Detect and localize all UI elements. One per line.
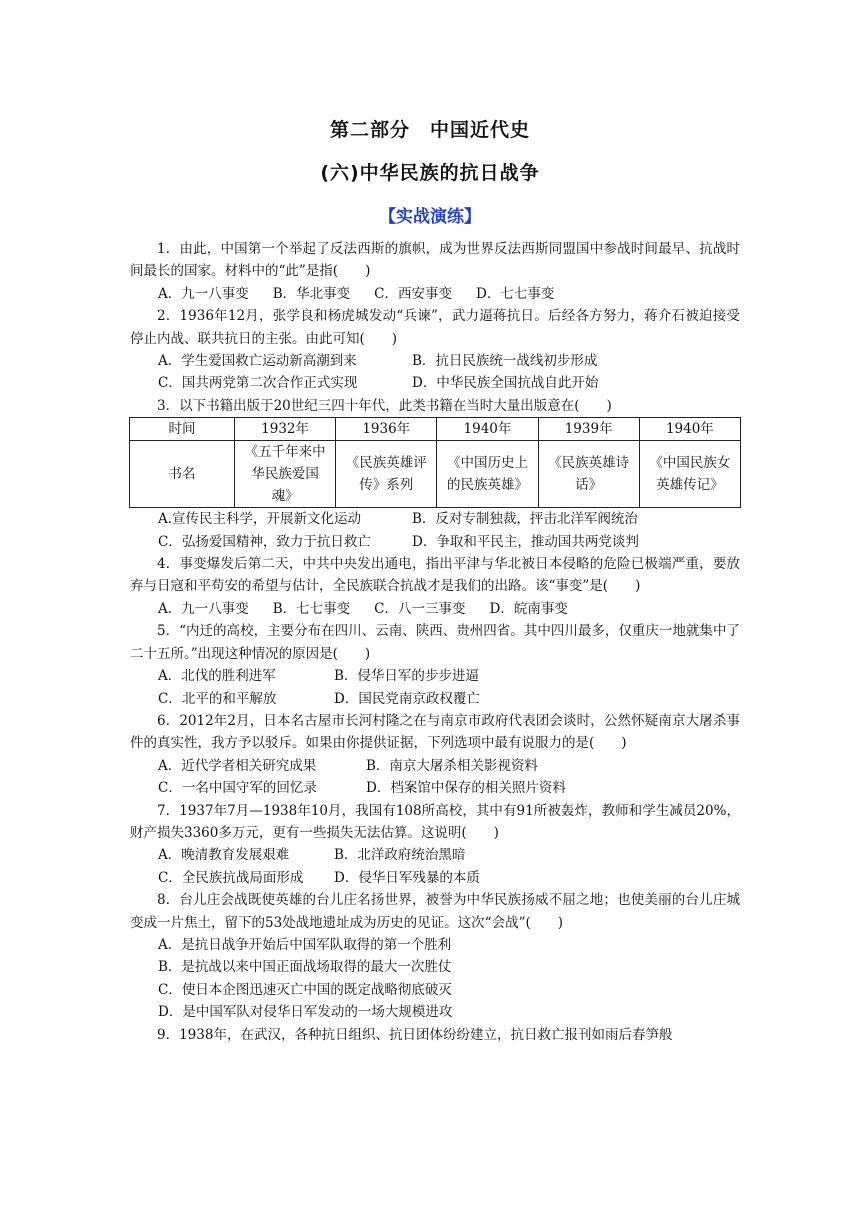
option: A．九一八事变 xyxy=(158,600,249,617)
question-3-options-row1 xyxy=(130,508,740,530)
question-5-stem: 5．“内迁的高校，主要分布在四川、云南、陕西、贵州四省。其中四川最多，仅重庆一地就集中了二十五所。”出现这种情况的原因是( ) xyxy=(130,623,740,662)
option: B．华北事变 xyxy=(272,285,351,302)
table-row xyxy=(130,418,741,441)
question-3-stem: 3．以下书籍出版于20世纪三四十年代，此类书籍在当时大量出版意在( ) xyxy=(157,397,612,414)
option: D．七七事变 xyxy=(476,285,555,302)
table-cell-book xyxy=(538,441,639,508)
question-2-options-row2 xyxy=(130,372,740,394)
question-1-stem: 1．由此，中国第一个举起了反法西斯的旗帜，成为世界反法西斯同盟国中参战时间最早、抗战时间最长的国家。材料中的“此”是指( ) xyxy=(130,241,740,280)
question-7-stem: 7．1937年7月—1938年10月，我国有108所高校，其中有91所被轰炸，教师和学生减员20%，财产损失3360多万元，更有一些损失无法估算。这说明( ) xyxy=(130,802,740,841)
option: C．西安事变 xyxy=(374,285,453,302)
option: B．反对专制独裁，抨击北洋军阀统治 xyxy=(412,511,638,528)
option: B．七七事变 xyxy=(272,600,351,617)
table-cell-year: 1939年 xyxy=(538,418,639,441)
table-cell-year: 1936年 xyxy=(336,418,437,441)
option: A．北伐的胜利进军 xyxy=(158,668,276,685)
table-cell-year: 1940年 xyxy=(437,418,538,441)
option: A．九一八事变 xyxy=(158,285,249,302)
option: C．北平的和平解放 xyxy=(158,690,277,707)
table-cell-year: 1932年 xyxy=(235,418,336,441)
option: B．抗日民族统一战线初步形成 xyxy=(412,353,598,370)
book-title: 《五千年来中华民族爱国魂》 xyxy=(244,444,326,505)
table-cell-book xyxy=(437,441,538,508)
question-8-stem: 8．台儿庄会战既使英雄的台儿庄名扬世界，被誉为中华民族扬威不屈之地；也使美丽的台儿庄城变成一片焦土，留下的53处战地遗址成为历史的见证。这次“会战”( ) xyxy=(130,892,740,931)
table-header-title: 书名 xyxy=(130,441,235,508)
question-3-options-row2 xyxy=(130,531,740,553)
table-header-time: 时间 xyxy=(130,418,235,441)
question-1-options xyxy=(130,283,740,305)
question-5-options-row2 xyxy=(130,688,740,710)
option: D．皖南事变 xyxy=(489,600,568,617)
book-title: 《民族英雄诗话》 xyxy=(548,455,630,494)
option: A．晚清教育发展艰难 xyxy=(158,847,290,864)
option: C．弘扬爱国精神，致力于抗日救亡 xyxy=(158,533,371,550)
option: A.宣传民主科学，开展新文化运动 xyxy=(158,511,362,528)
option: D．中华民族全国抗战自此开始 xyxy=(412,375,599,392)
question-4-stem: 4．事变爆发后第二天，中共中央发出通电，指出平津与华北被日本侵略的危险已极端严重，要放弃与日寇和平苟安的希望与估计，全民族联合抗战才是我们的出路。该“事变”是( ) xyxy=(130,556,740,595)
question-7-options-row2 xyxy=(130,867,740,889)
part-title: 第二部分 中国近代史 xyxy=(329,119,530,141)
option: D．是中国军队对侵华日军发动的一场大规模进攻 xyxy=(158,1004,453,1021)
option: B．南京大屠杀相关影视资料 xyxy=(366,757,538,774)
option: D．侵华日军残暴的本质 xyxy=(334,869,480,886)
table-cell-book xyxy=(639,441,740,508)
question-6-options-row2 xyxy=(130,777,740,799)
book-title: 《中国历史上的民族英雄》 xyxy=(446,455,528,494)
option: D．档案馆中保存的相关照片资料 xyxy=(366,780,566,797)
section-title: 【实战演练】 xyxy=(379,207,481,227)
option: C．一名中国守军的回忆录 xyxy=(158,780,317,797)
table-row xyxy=(130,441,741,508)
table-cell-book xyxy=(235,441,336,508)
option: A．近代学者相关研究成果 xyxy=(158,757,317,774)
option: D．争取和平民主，推动国共两党谈判 xyxy=(412,533,639,550)
question-list xyxy=(130,238,740,1046)
question-9-stem: 9．1938年，在武汉，各种抗日组织、抗日团体纷纷建立，抗日救亡报刊如雨后春笋般 xyxy=(157,1026,673,1043)
question-5-options-row1 xyxy=(130,665,740,687)
question-2-options-row1 xyxy=(130,350,740,372)
question-7-options-row1 xyxy=(130,844,740,866)
question-4-options xyxy=(130,598,740,620)
option: B．侵华日军的步步进逼 xyxy=(334,668,479,685)
option: D．国民党南京政权覆亡 xyxy=(334,690,480,707)
question-6-options-row1 xyxy=(130,755,740,777)
option: C．使日本企图迅速灭亡中国的既定战略彻底破灭 xyxy=(158,981,452,998)
book-title: 《中国民族女英雄传记》 xyxy=(649,455,731,494)
option: B．北洋政府统治黑暗 xyxy=(334,847,466,864)
option: A．学生爱国救亡运动新高潮到来 xyxy=(158,353,357,370)
table-cell-book xyxy=(336,441,437,508)
option: A．是抗日战争开始后中国军队取得的第一个胜利 xyxy=(158,936,452,953)
book-title: 《民族英雄评传》系列 xyxy=(345,455,427,494)
chapter-title: (六)中华民族的抗日战争 xyxy=(320,162,540,184)
book-table xyxy=(129,417,741,508)
option: B．是抗战以来中国正面战场取得的最大一次胜仗 xyxy=(158,959,452,976)
option: C．全民族抗战局面形成 xyxy=(158,869,304,886)
table-cell-year: 1940年 xyxy=(639,418,740,441)
option: C．国共两党第二次合作正式实现 xyxy=(158,375,358,392)
question-2-stem: 2．1936年12月，张学良和杨虎城发动“兵谏”，武力逼蒋抗日。后经各方努力，蒋介石被迫接受停止内战、联共抗日的主张。由此可知( ) xyxy=(130,308,740,347)
question-6-stem: 6．2012年2月，日本名古屋市长河村隆之在与南京市政府代表团会谈时，公然怀疑南京大屠杀事件的真实性，我方予以驳斥。如果由你提供证据，下列选项中最有说服力的是( ) xyxy=(130,712,740,752)
option: C．八一三事变 xyxy=(374,600,466,617)
